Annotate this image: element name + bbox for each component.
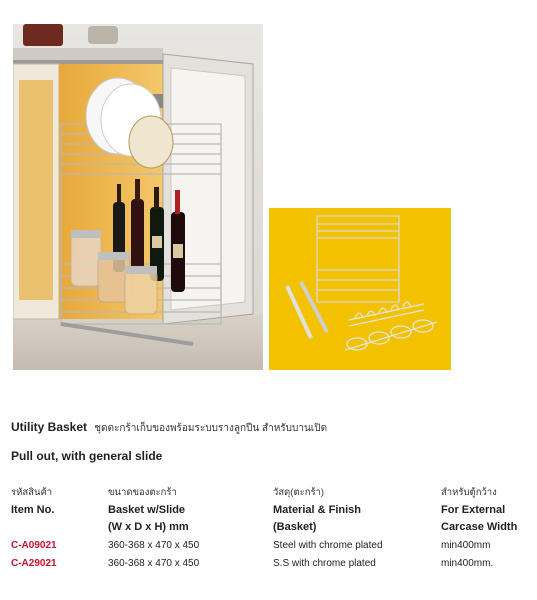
header-th: สำหรับตู้กว้าง xyxy=(441,487,497,498)
header-material xyxy=(273,485,361,536)
header-th: วัสดุ(ตะกร้า) xyxy=(273,487,325,498)
row-material: Steel with chrome plated xyxy=(273,540,383,551)
header-th: รหัสสินค้า xyxy=(11,487,53,498)
row-size: 360-368 x 470 x 450 xyxy=(108,558,200,569)
header-en-2: Carcase Width xyxy=(441,521,518,533)
row-code: C-A29021 xyxy=(11,558,57,569)
product-photo-components xyxy=(269,208,451,370)
header-en: Basket w/Slide xyxy=(108,504,186,516)
header-th: ขนาดของตะกร้า xyxy=(108,487,177,498)
product-photo-cabinet xyxy=(13,24,263,370)
row-code: C-A09021 xyxy=(11,540,57,551)
header-en: For External xyxy=(441,504,506,516)
header-item-no xyxy=(11,485,54,519)
row-size: 360-368 x 470 x 450 xyxy=(108,540,200,551)
header-basket-size xyxy=(108,485,189,536)
product-title-en: Utility Basket xyxy=(11,420,88,434)
header-carcase-width xyxy=(441,485,517,536)
product-title-th: ชุดตะกร้าเก็บของพร้อมระบบรางลูกปืน สำหรับบานเปิด xyxy=(94,423,328,434)
row-material: S.S with chrome plated xyxy=(273,558,376,569)
header-en-2: (Basket) xyxy=(273,521,317,533)
header-en: Item No. xyxy=(11,504,55,516)
product-title xyxy=(11,420,327,436)
row-width: min400mm. xyxy=(441,558,494,569)
header-en: Material & Finish xyxy=(273,504,362,516)
row-width: min400mm xyxy=(441,540,491,551)
product-subtitle: Pull out, with general slide xyxy=(11,449,163,463)
header-en-2: (W x D x H) mm xyxy=(108,521,189,533)
